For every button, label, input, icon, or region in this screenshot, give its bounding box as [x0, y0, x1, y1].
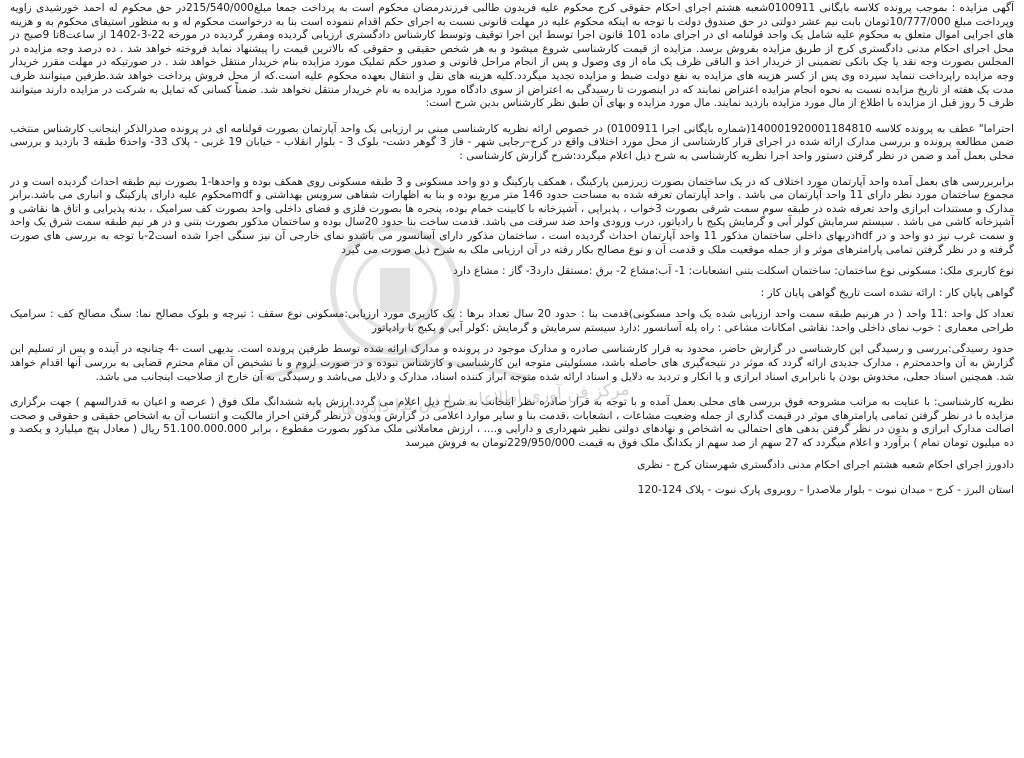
watermark-caption: مرکز فن آوری اطلاعات پارس ندا داده ها [340, 379, 631, 420]
office-address-line: استان البرز - کرج - میدان نبوت - بلوار ملاصدرا - روبروی پارک نبوت - پلاک 124-120 [637, 484, 1014, 497]
inspection-report-paragraph: برابربررسی های بعمل آمده واحد آپارتمان مورد اختلاف که در یک ساختمان بصورت زیرزمین پارکینگ ، همکف پارکینگ و دو واحد مسکونی و 3 طبقه مسکونی روی همکف بوده و واحدها-1 بصورت نیم طبقه احداث گردیده است و در مجموع ساختمان مورد نظر دارای 11 واحد آپارتمان می باشد . واحد آپارتمان تعرفه شده به مساحت حدود 146 متر مربع بوده و بنا به اظهارات شفاهی سرویس بهداشتی و mdfمحکوم علیه دارای پارکینگ و انباری می باشد.برابر مدارک و مستندات ابرازی واحد تعرفه شده در طبقه سوم سمت شرقی بصورت 3خواب ، پذیرایی ، آشپزخانه با کابینت خمام بوده، پنجره ها بصورت فلزی و فضای داخلی واحد بصورت کف سرامیک ، بدنه پذیرایی و اتاق ها نقاشی و آشپزخانه کاشی می باشد . سیستم سرمایش کولر آبی و گرمایش پکیج با رادیاتور، درب ورودی واحد ضد سرقت می باشد. قدمت ساخت بنا حدود 20سال بوده و ساختمان مذکور بصورت بتنی و در هر نیم طبقه سمت شرق یک واحد و سمت غرب نیز دو واحد و در hdfدربهای داخلی ساختمان مذکور 11 واحد آپارتمان احداث گردیده است ، ساختمان مذکور دارای آسانسور می باشدو نمای خارجی آن نیز سنگی اجرا شده است2-با توجه به بررسی های صورت گرفته و در نظر گرفتن تمامی پارامترهای موثر و از جمله موقعیت ملک و قدمت آن و نوع مصالح بکار رفته در آن ارزیابی ملک به شرح ذیل صورت می گیرد [10, 175, 1015, 256]
expert-request-paragraph: احتراما" عطف به پرونده کلاسه 140001920001184810(شماره بایگانی اجرا 0100911) در خصوص ارائه نظریه کارشناسی مبنی بر ارزیابی یک واحد آپارتمان بصورت قولنامه ای در پرونده صدرالذکر اینجانب کارشناس منتخب ضمن مطالعه پرونده و بررسی مدارک ارائه شده در اجرای قرار کارشناسی از محل مورد اختلاف واقع در کرج–رجایی شهر - فاز 3 گوهر دشت- بلوک 3 - بلوار انقلاب - خیابان 19 غربی - پلاک 33- واحد6 طبقه 3 بازدید و بررسی محلی بعمل آمد و ضمن در نظر گرفتن دستور واحد اجرا نظریه کارشناسی به شرح ذیل اعلام میگردد:شرح گزارش کارشناسی : [10, 122, 1014, 162]
building-specs-paragraph: تعداد کل واحد :11 واحد ( در هرنیم طبقه سمت واحد ارزیابی شده یک واحد مسکونی)قدمت بنا : حدود 20 سال تعداد برها : یک کاربری مورد ارزیابی:مسکونی نوع سقف : تیرچه و بلوک مصالح نما: سنگ مصالح کف : سرامیک طراحی معماری : خوب نمای داخلی واحد: نقاشی امکانات مشاعی : راه پله آسانسور :دارد سیستم سرمایش و گرمایش :کولر آبی و پکیج با رادیاتور [10, 308, 1015, 334]
scope-of-review-paragraph: حدود رسیدگی:بررسی و رسیدگی این کارشناسی در گزارش حاضر، محدود به قرار کارشناسی صادره و مدارک موجود در پرونده و مدارک ارائه شده توسط طرفین پرونده است. بدیهی است -4 چنانچه در آینده و پس از تسلیم این گزارش به آن واحدمحترم ، مدارک جدیدی ارائه گردد که موثر در نتیجه‌گیری های حاصله باشد، مسئولیتی متوجه این کارشناسی و کارشناس نبوده و در صورت لزوم و با تشخیص آن مقام محترم قضایی به بررسی آنها اقدام خواهد شد. همچنین اسناد جعلی، مخدوش بودن یا نابرابری اسناد ابرازی و یا انکار و تردید به دلایل و اسناد ارائه شده متوجه ابراز کننده اسناد، مدارک و دلایل می‌باشد و رسیدگی به آن خارج از صلاحیت اینجانب می باشد. [10, 343, 1014, 383]
property-usage-line: نوع کاربری ملک: مسکونی نوع ساختمان: ساختمان اسکلت بتنی انشعابات: 1- آب:مشاع 2- برق :مستقل دارد3- گاز : مشاع دارد [453, 265, 1014, 278]
notice-intro-paragraph: آگهی مزایده : بموجب پرونده کلاسه بایگانی 0100911شعبه هشتم اجرای احکام حقوقی کرج محکوم علیه فریدون طالبی فرزندرمضان محکوم است به پرداخت جمعا مبلغ215/540/000در حق محکوم له احمد خورشیدی زاویه وپرداخت مبلغ 10/777/000تومان بابت نیم عشر دولتی در حق صندوق دولت با توجه به اینکه محکوم علیه در مهلت قانونی نسبت به اجرای حکم اقدام ننموده است بنا به درخواست محکوم له و به منظور استیفای محکوم به و هزینه های اجرایی اموال متعلق به محکوم علیه شامل یک واحد قولنامه ای در اجرای ماده 101 قانون اجرا توسط این اجرا توقیف وتوسط کارشناس دادگستری ارزیابی گردیده ومقرر گردیده در مورخه 22-3-1402 از ساعت8تا 9صبح در محل اجرای احکام مدنی دادگستری کرج از طریق مزایده بفروش برسد. مزایده از قیمت کارشناسی شروع میشود و به هر شخص حقیقی و حقوقی که بالاترین قیمت را پیشنهاد نماید فروخته خواهد شد . ده درصد وجه مزایده در المجلس بصورت وجه نقد یا چک بانکی تضمینی از خریدار اخذ و الباقی ظرف یک ماه از وی وصول و پس از انجام مراحل قانونی و صدور حکم تملیک مورد مزایده بنام خریدار منتقل خواهد شد . در صورتیکه در مهلت مقرر خریدار وجه مزایده راپرداخت ننماید سپرده وی پس از کسر هزینه های مزایده به نفع دولت ضبط و مزایده تجدید میگردد.کلیه هزینه های نقل و انتقال بعهده محکوم علیه است.که از محل فروش پرداخت خواهد شد.طرفین میتوانند ظرف مدت یک هفته از تاریخ مزایده نسبت به نحوه انجام مزایده اعتراض نمایند که در اینصورت تا رسیدگی به اعتراض از سوی دادگاه مورد مزایده به نام خریدار منتقل نخواهد شد. ضمناً کسانی که تمایل به شرکت در مزایده دارند میتوانند ظرف 5 روز قبل از مزایده با اطلاع از مال مورد مزایده بازدید نمایند. مال مورد مزایده و بهای آن طبق نظر کارشناس بدین شرح است: [10, 2, 1014, 110]
completion-certificate-line: گواهی پایان کار : ارائه نشده است تاریخ گواهی پایان کار : [760, 286, 1014, 299]
expert-opinion-paragraph: نظریه کارشناسی: با عنایت به مراتب مشروحه فوق بررسی های محلی بعمل آمده و با توجه به قرار صادره نظر اینجانب به شرح ذیل اعلام می گردد.ارزش پایه ششدانگ ملک فوق ( عرصه و اعیان به قدرالسهم ) جهت برگزاری مزایده با در نظر گرفتن تمامی پارامترهای موثر در قیمت گذاری از جمله وضعیت مشاعات ، انشعابات ،قدمت بنا و سایر موارد اعلامی در گزارش وبدون درنظر گرفتن احراز مالکیت و انتساب آن به اشخاص حقیقی و حقوقی و صحت اصالت مدارک ابرازی و بدون در نظر گرفتن بدهی های احتمالی به اشخاص و نهادهای دولتی نظیر شهرداری و دارایی و.... ، ارزش معاملاتی ملک مذکور بصورت مقطوع ، برابر 51.100.000.000 ریال ( معادل پنج میلیارد و یکصد و ده میلیون تومان تمام ) برآورد و اعلام میگردد که 27 سهم از صد سهم از یکدانگ ملک فوق به قیمت 229/950/000تومان به فروش میرسد [9, 396, 1014, 450]
bailiff-signature-line: دادورز اجرای احکام شعبه هشتم اجرای احکام مدنی دادگستری شهرستان کرج - نظری [637, 458, 1014, 471]
